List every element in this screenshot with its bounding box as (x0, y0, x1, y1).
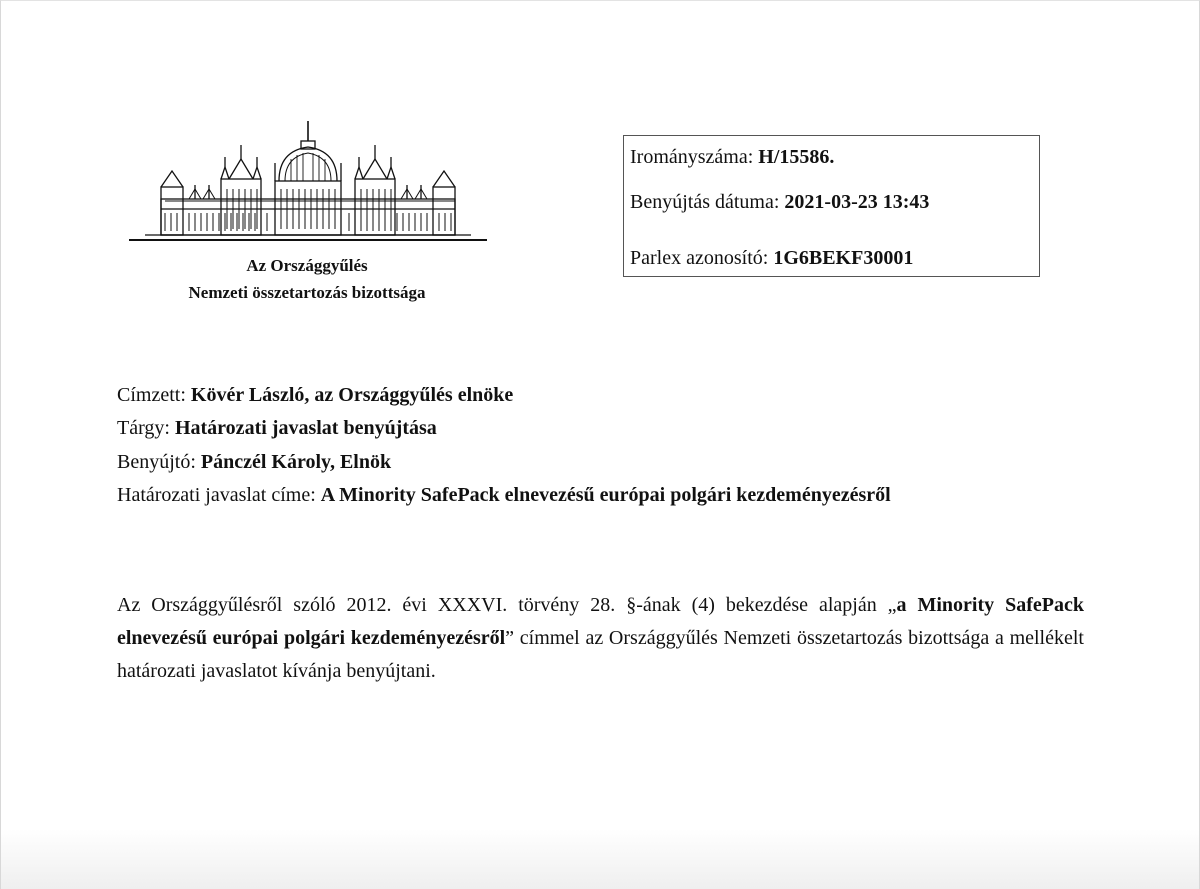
proposal-title-label: Határozati javaslat címe: (117, 484, 316, 506)
recipient-label: Címzett: (117, 384, 186, 406)
recipient-value: Kövér László, az Országgyűlés elnöke (190, 384, 514, 406)
body-text-part2: ” címmel az Országgyűlés Nemzeti összetartozás bizottsága a mellékelt határozati javaslatot kívánja benyújtani. (117, 627, 1084, 682)
iromany-value: H/15586. (758, 146, 835, 168)
date-row (630, 191, 929, 214)
submitter-field (117, 449, 391, 475)
committee-name: Nemzeti összetartozás bizottsága (188, 283, 426, 302)
parliament-building-icon (125, 119, 491, 244)
org-name: Az Országgyűlés (246, 256, 368, 275)
document-info-box (623, 135, 1040, 277)
parlex-label: Parlex azonosító: (630, 247, 769, 269)
submitter-value: Pánczél Károly, Elnök (200, 451, 392, 473)
proposal-title-value: A Minority SafePack elnevezésű európai polgári kezdeményezésről (320, 484, 891, 506)
body-text-bold: a Minority SafePack elnevezésű európai polgári kezdeményezésről (117, 594, 1084, 649)
submitter-label: Benyújtó: (117, 451, 196, 473)
proposal-title-field (117, 482, 891, 508)
subject-label: Tárgy: (117, 417, 170, 439)
page-bottom-shade (1, 829, 1199, 889)
parlex-row (630, 247, 913, 270)
subject-field (117, 415, 437, 441)
recipient-field (117, 382, 513, 408)
subject-value: Határozati javaslat benyújtása (174, 417, 437, 439)
body-text-part1: Az Országgyűlésről szóló 2012. évi XXXVI. törvény 28. §-ának (4) bekezdése alapján „ (117, 594, 897, 616)
body-paragraph (117, 589, 1084, 688)
iromany-label: Irományszáma: (630, 146, 754, 168)
iromany-row (630, 146, 834, 169)
date-label: Benyújtás dátuma: (630, 191, 780, 213)
date-value: 2021-03-23 13:43 (784, 191, 930, 213)
parlex-value: 1G6BEKF30001 (773, 247, 914, 269)
